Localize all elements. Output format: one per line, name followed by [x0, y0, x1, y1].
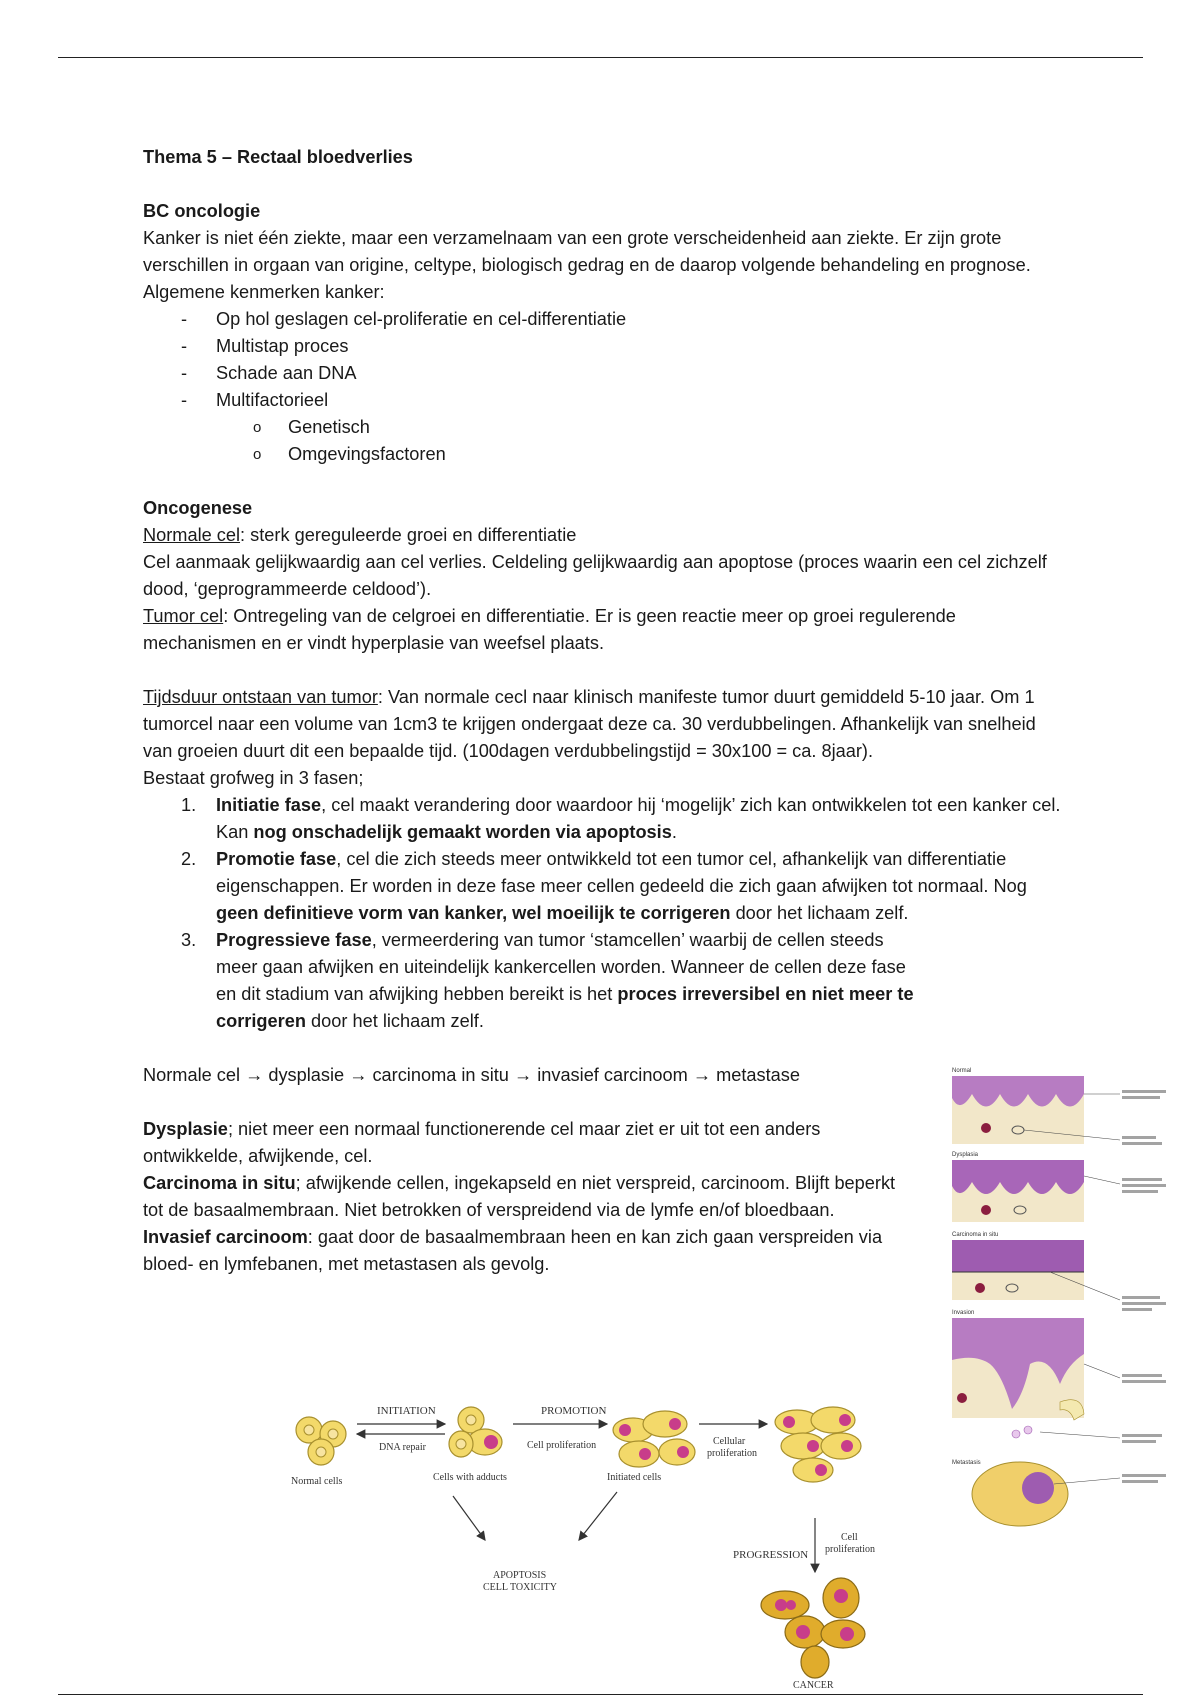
lymph-node: [972, 1462, 1068, 1526]
phase-text: , cel maakt verandering door waardoor hij ‘mogelijk’ zich kan ontwikkelen tot een kanker cel. Kan: [216, 795, 1061, 842]
arrow-to-apoptosis: [453, 1496, 485, 1540]
phase-item: [143, 846, 1063, 927]
label-proliferation-2: proliferation: [825, 1544, 875, 1555]
callout-text-placeholder: [1122, 1142, 1162, 1145]
callout-text-placeholder: [1122, 1308, 1152, 1311]
callout-text-placeholder: [1122, 1380, 1166, 1383]
definition: [143, 1116, 913, 1170]
arrow-to-apoptosis: [579, 1492, 617, 1540]
definition: [143, 1224, 913, 1278]
phase-text: , cel die zich steeds meer ontwikkeld tot een tumor cel, afhankelijk van differentiatie eigenschappen. Er worden in deze fase meer cellen gedeeld die zich gaan afwijken tot normaal. Nog: [216, 849, 1027, 896]
phase-name: Initiatie fase: [216, 795, 322, 815]
list-item: - Schade aan DNA: [143, 360, 1063, 387]
figure-panel-label: Invasion: [952, 1310, 975, 1316]
blood-vessel: [975, 1283, 985, 1293]
bottom-rule: [58, 1694, 1143, 1695]
label-initiated-cells: Initiated cells: [607, 1472, 662, 1483]
top-rule: [58, 57, 1143, 58]
label-cell-toxicity: CELL TOXICITY: [483, 1582, 557, 1593]
label-proliferation: proliferation: [707, 1448, 757, 1459]
callout-text-placeholder: [1122, 1434, 1162, 1437]
definitions: [143, 1116, 913, 1278]
callout-text-placeholder: [1122, 1090, 1166, 1093]
definition-term: Dysplasie: [143, 1119, 228, 1139]
label-cell-proliferation: Cell proliferation: [527, 1440, 597, 1451]
definition-term: Carcinoma in situ: [143, 1173, 296, 1193]
callout-text-placeholder: [1122, 1474, 1166, 1477]
escaping-cell: [1024, 1426, 1032, 1434]
sub-list: [216, 414, 1063, 468]
callout-line: [1084, 1176, 1120, 1184]
blood-vessel: [981, 1123, 991, 1133]
cells-with-adducts: [449, 1407, 502, 1457]
proliferated-cells: [775, 1407, 861, 1482]
label-initiation: INITIATION: [377, 1405, 436, 1417]
definition-text: : gaat door de basaalmembraan heen en kan zich gaan verspreiden via bloed- en lymfebanen, met metastasen als gevolg.: [143, 1227, 883, 1274]
document-body: [143, 144, 1063, 1278]
escaping-cell: [1012, 1430, 1020, 1438]
tumor-cel-text: : Ontregeling van de celgroei en differentiatie. Er is geen reactie meer op groei regulerende mechanismen en er vindt hyperplasie van weefsel plaats.: [143, 606, 956, 653]
phase-end: door het lichaam zelf.: [730, 903, 909, 923]
progression-sequence: Normale cel → dysplasie → carcinoma in situ → invasief carcinoom → metastase: [143, 1065, 801, 1085]
normal-cel-detail: Cel aanmaak gelijkwaardig aan cel verlies. Celdeling gelijkwaardig aan apoptose (proces waarin een cel zichzelf dood, ‘geprogrammeerde celdood’).: [143, 552, 1047, 599]
normal-cells-cluster: [296, 1417, 346, 1465]
phase-number: 3.: [181, 930, 197, 950]
figure-panel-label: Carcinoma in situ: [952, 1232, 999, 1238]
list-item: - Op hol geslagen cel-proliferatie en cel-differentiatie: [143, 306, 1063, 333]
label-apoptosis: APOPTOSIS: [493, 1570, 547, 1581]
label-progression: PROGRESSION: [733, 1549, 809, 1561]
phase-number: 1.: [181, 795, 197, 815]
callout-line: [1084, 1364, 1120, 1378]
callout-text-placeholder: [1122, 1480, 1158, 1483]
list-item: - Multistap proces: [143, 333, 1063, 360]
phase-end: .: [671, 822, 677, 842]
phase-item: [143, 927, 916, 1035]
label-cancer: CANCER: [793, 1680, 834, 1691]
label-normal-cells: Normal cells: [291, 1476, 343, 1487]
phase-item: [143, 792, 1063, 846]
phase-name: Progressieve fase: [216, 930, 372, 950]
features-list: [143, 306, 1063, 468]
list-intro: Algemene kenmerken kanker:: [143, 282, 385, 302]
duration-label: Tijdsduur ontstaan van tumor: [143, 687, 378, 707]
label-promotion: PROMOTION: [541, 1405, 607, 1417]
figure-panel-label: Dysplasia: [952, 1152, 979, 1158]
definition-text: ; niet meer een normaal functionerende cel maar ziet er uit tot een anders ontwikkelde, afwijkende, cel.: [143, 1119, 821, 1166]
normal-cel-text: : sterk gereguleerde groei en differentiatie: [240, 525, 577, 545]
page-title: Thema 5 – Rectaal bloedverlies: [143, 147, 413, 167]
callout-text-placeholder: [1122, 1184, 1166, 1187]
phases-intro: Bestaat grofweg in 3 fasen;: [143, 768, 364, 788]
phase-bold: nog onschadelijk gemaakt worden via apoptosis: [253, 822, 672, 842]
callout-text-placeholder: [1122, 1302, 1166, 1305]
intro-paragraph: Kanker is niet één ziekte, maar een verzamelnaam van een grote verscheidenheid aan ziekte. Er zijn grote verschillen in orgaan van origine, celtype, biologisch gedrag en de daarop volgende behandeling en prognose.: [143, 228, 1031, 275]
phases-list: [143, 792, 1063, 1035]
phase-end: door het lichaam zelf.: [305, 1011, 484, 1031]
phase-name: Promotie fase: [216, 849, 337, 869]
callout-text-placeholder: [1122, 1440, 1156, 1443]
heading-bc-oncologie: BC oncologie: [143, 201, 261, 221]
definition: [143, 1170, 913, 1224]
blood-vessel: [981, 1205, 991, 1215]
label-dna-repair: DNA repair: [379, 1442, 426, 1453]
list-item: [143, 387, 1063, 468]
callout-text-placeholder: [1122, 1136, 1156, 1139]
epithelium-cis: [952, 1240, 1084, 1272]
list-item-label: Multifactorieel: [216, 390, 329, 410]
phase-text: , vermeerdering van tumor ‘stamcellen’ waarbij de cellen steeds meer gaan afwijken en uiteindelijk kankercellen worden. Wanneer de cellen deze fase en dit stadium van afwijking hebben bereikt is het: [216, 930, 906, 1004]
label-cells-with-adducts: Cells with adducts: [433, 1472, 507, 1483]
tumor-cel-paragraph: [143, 603, 1063, 657]
label-cellular: Cellular: [713, 1436, 746, 1447]
sub-list-item: o Omgevingsfactoren: [143, 441, 1063, 468]
definition-text: ; afwijkende cellen, ingekapseld en niet verspreid, carcinoom. Blijft beperkt tot de basaalmembraan. Niet betrokken of verspreidend via de lymfe en/of bloedbaan.: [143, 1173, 896, 1220]
figure-panel-label: Metastasis: [952, 1460, 981, 1466]
phase-number: 2.: [181, 849, 197, 869]
callout-text-placeholder: [1122, 1296, 1160, 1299]
cancer-cells: [761, 1578, 865, 1678]
sub-list-item: o Genetisch: [143, 414, 1063, 441]
blood-vessel: [957, 1393, 967, 1403]
definition-term: Invasief carcinoom: [143, 1227, 308, 1247]
callout-text-placeholder: [1122, 1178, 1162, 1181]
tissue-progression-figure: [950, 1064, 1180, 1544]
normal-cel-label: Normale cel: [143, 525, 241, 545]
label-cell: Cell: [841, 1532, 858, 1543]
figure-panel-label: Normal: [952, 1068, 972, 1074]
callout-text-placeholder: [1122, 1096, 1160, 1099]
initiated-cells: [613, 1411, 695, 1467]
normal-cel-line: [143, 522, 1063, 549]
duration-text: : Van normale cecl naar klinisch manifeste tumor duurt gemiddeld 5-10 jaar. Om 1 tumorcel naar een volume van 1cm3 te krijgen ondergaat deze ca. 30 verdubbelingen. Afhankelijk van snelheid van groeien duurt dit een bepaalde tijd. (100dagen verdubbelingstijd = 30x100 = ca. 8jaar).: [143, 687, 1036, 761]
callout-text-placeholder: [1122, 1374, 1162, 1377]
phase-bold: proces irreversibel en niet meer te corrigeren: [216, 984, 914, 1031]
tumor-cel-label: Tumor cel: [143, 606, 224, 626]
heading-oncogenese: Oncogenese: [143, 498, 253, 518]
callout-line: [1040, 1432, 1120, 1438]
callout-text-placeholder: [1122, 1190, 1158, 1193]
carcinogenesis-flow-figure: [285, 1400, 925, 1692]
duration-paragraph: [143, 684, 1063, 765]
phase-bold: geen definitieve vorm van kanker, wel moeilijk te corrigeren: [216, 903, 731, 923]
secondary-tumour: [1022, 1472, 1054, 1504]
